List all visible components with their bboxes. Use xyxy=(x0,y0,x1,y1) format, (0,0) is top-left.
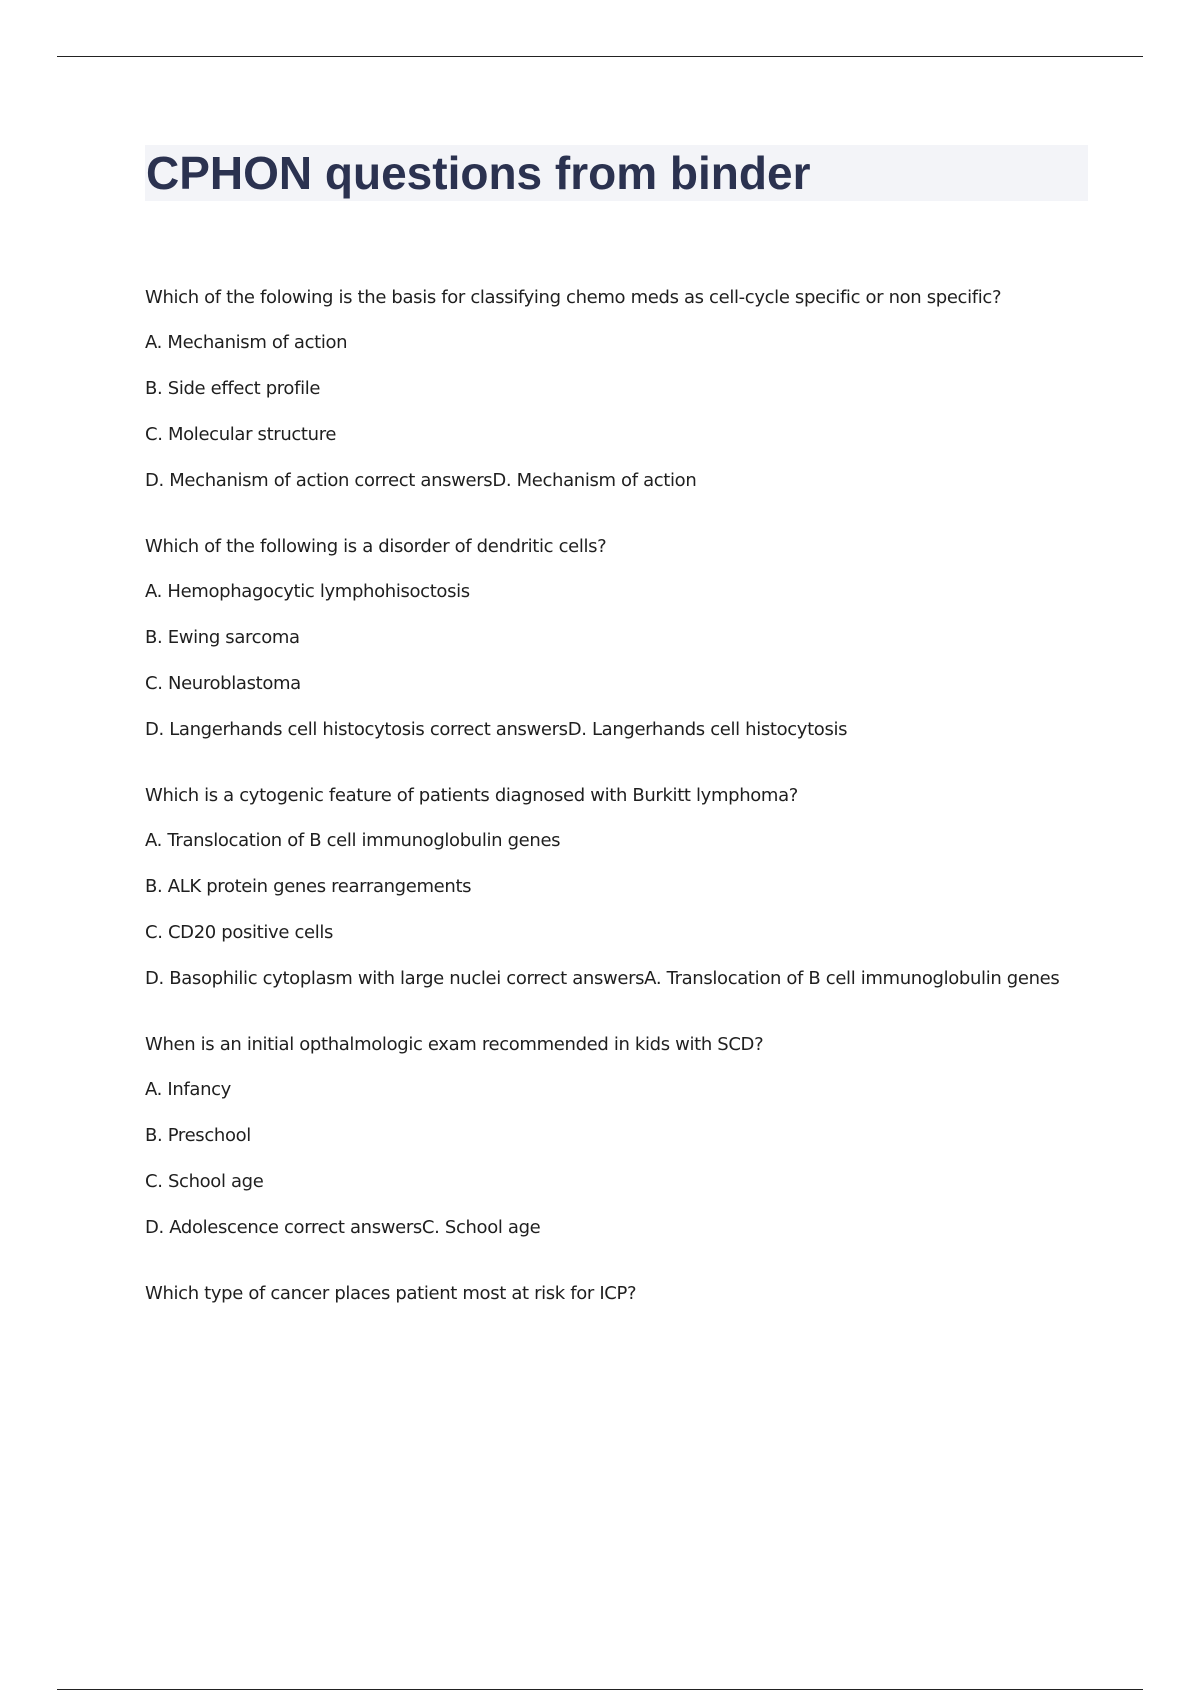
answer-option-d: D. Mechanism of action correct answersD. Mechanism of action xyxy=(145,470,697,491)
bottom-rule xyxy=(57,1689,1143,1690)
answer-option-c: C. School age xyxy=(145,1171,264,1192)
question-block-1 xyxy=(145,287,1095,492)
question-list xyxy=(145,287,1095,1349)
question-block-3 xyxy=(145,785,1095,990)
question-text: Which type of cancer places patient most at risk for ICP? xyxy=(145,1283,637,1304)
question-block-4 xyxy=(145,1034,1095,1239)
answer-option-c: C. Molecular structure xyxy=(145,424,337,445)
question-text: Which of the folowing is the basis for classifying chemo meds as cell-cycle specific or non specific? xyxy=(145,287,1002,308)
answer-option-d: D. Adolescence correct answersC. School age xyxy=(145,1217,541,1238)
question-block-5 xyxy=(145,1283,1095,1305)
answer-option-c: C. CD20 positive cells xyxy=(145,922,334,943)
answer-option-b: B. Preschool xyxy=(145,1125,251,1146)
answer-option-b: B. Side effect profile xyxy=(145,378,321,399)
answer-option-c: C. Neuroblastoma xyxy=(145,673,301,694)
answer-option-a: A. Infancy xyxy=(145,1079,231,1100)
answer-option-a: A. Translocation of B cell immunoglobulin genes xyxy=(145,830,561,851)
answer-option-d: D. Basophilic cytoplasm with large nuclei correct answersA. Translocation of B cell immunoglobulin genes xyxy=(145,968,1060,989)
answer-option-a: A. Mechanism of action xyxy=(145,332,348,353)
question-text: Which is a cytogenic feature of patients diagnosed with Burkitt lymphoma? xyxy=(145,785,799,806)
question-text: Which of the following is a disorder of dendritic cells? xyxy=(145,536,607,557)
question-block-2 xyxy=(145,536,1095,741)
answer-option-a: A. Hemophagocytic lymphohisoctosis xyxy=(145,581,470,602)
answer-option-b: B. Ewing sarcoma xyxy=(145,627,300,648)
page-title: CPHON questions from binder xyxy=(146,147,811,199)
question-text: When is an initial opthalmologic exam recommended in kids with SCD? xyxy=(145,1034,764,1055)
top-rule xyxy=(57,56,1143,57)
answer-option-d: D. Langerhands cell histocytosis correct answersD. Langerhands cell histocytosis xyxy=(145,719,848,740)
answer-option-b: B. ALK protein genes rearrangements xyxy=(145,876,472,897)
